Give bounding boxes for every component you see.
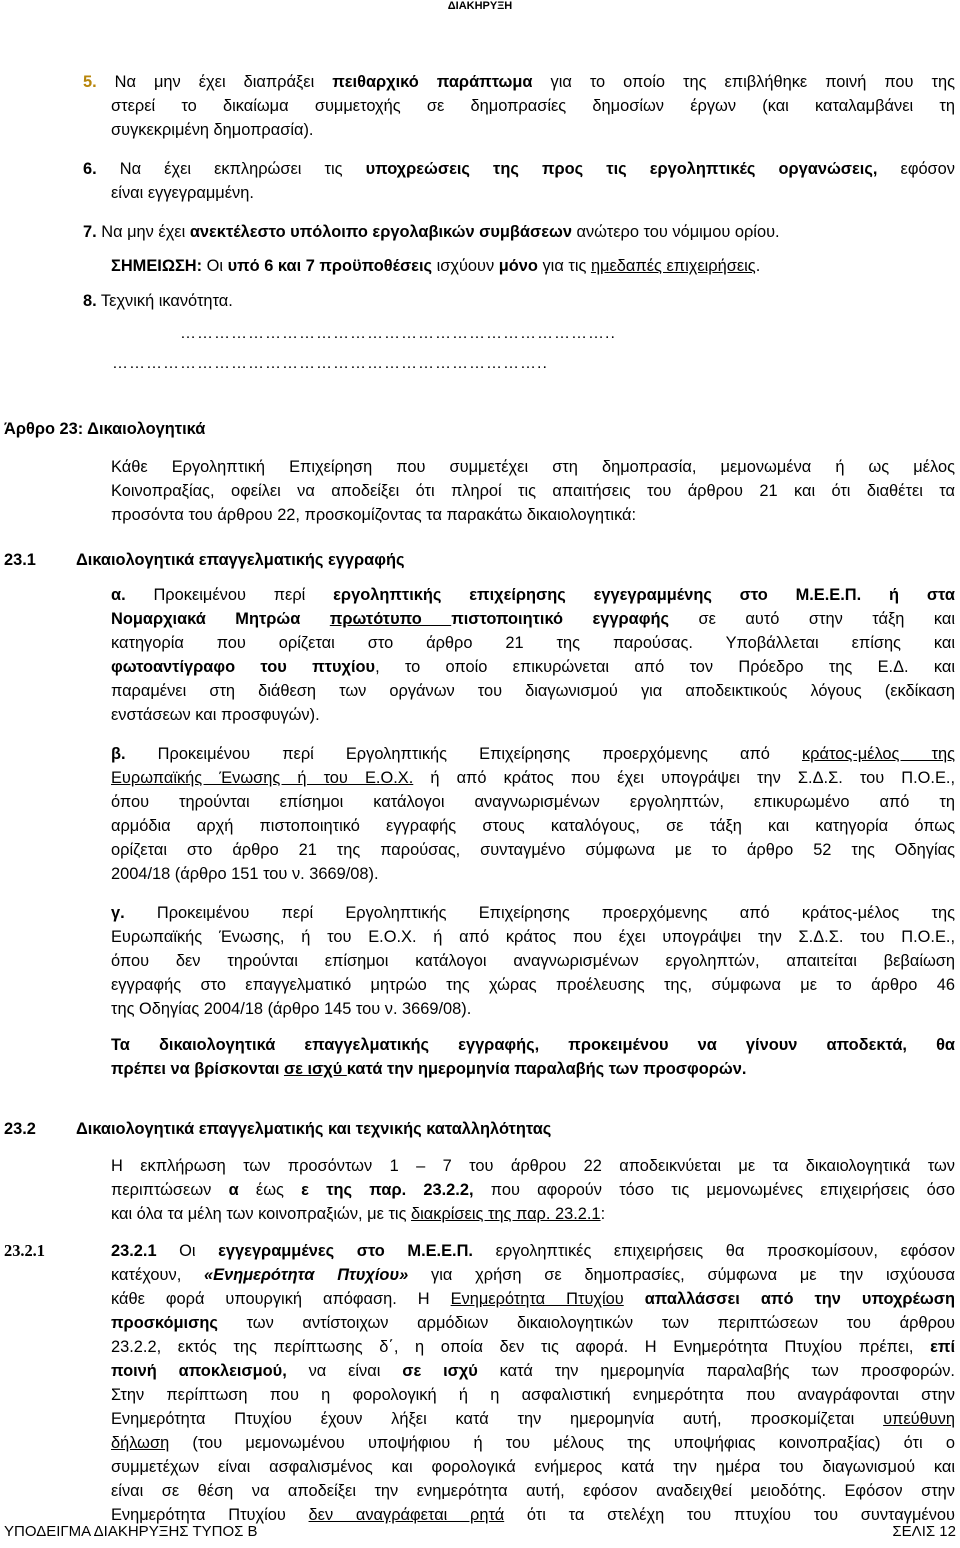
article-intro-3: προσόντα του άρθρου 22, προσκομίζοντας τα παρακάτω δικαιολογητικά:: [111, 506, 637, 524]
case-a-line-5: παραμένει στη διάθεση των οργάνων του διαγωνισμού για αποδεικτικούς λόγους (εκδίκαση: [111, 682, 955, 700]
item-6-line-1: 6. Να έχει εκπληρώσει τις υποχρεώσεις της προς τις εργοληπτικές οργανώσεις, εφόσον: [83, 160, 955, 178]
article-intro-1: Κάθε Εργοληπτική Επιχείρηση που συμμετέχει στη δημοπρασία, μεμονωμένα ή ως μέλος: [111, 458, 955, 476]
note: ΣΗΜΕΙΩΣΗ: Οι υπό 6 και 7 προϋποθέσεις ισχύουν μόνο για τις ημεδαπές επιχειρήσεις.: [111, 257, 761, 275]
s2321-line-12: Ενημερότητα Πτυχίου δεν αναγράφεται ρητά ότι τα στελέχη του πτυχίου του συνταγμένου: [111, 1506, 955, 1524]
section-23-1-title: Δικαιολογητικά επαγγελματικής εγγραφής: [76, 551, 405, 569]
item-5-line-2: στερεί το δικαίωμα συμμετοχής σε δημοπρασίες δημοσίων έργων (και καταλαμβάνει τη: [111, 97, 955, 115]
page-header: ΔΙΑΚΗΡΥΞΗ: [447, 0, 513, 12]
item-6-line-2: είναι εγγεγραμμένη.: [111, 184, 254, 202]
section-23-2-line-3: και όλα τα μέλη των κοινοπραξιών, με τις διακρίσεις της παρ. 23.2.1:: [111, 1205, 606, 1223]
case-a-line-3: κατηγορία που ορίζεται στο άρθρο 21 της παρούσας. Υποβάλλεται επίσης και: [111, 634, 955, 652]
s2321-line-9: δήλωση (του μεμονωμένου υποψήφιου ή του μέλους της υποψήφιας κοινοπραξίας) ότι ο: [111, 1434, 955, 1452]
case-c-line-1: γ. Προκειμένου περί Εργοληπτικής Επιχείρησης προερχόμενης από κράτος-μέλος της: [111, 904, 955, 922]
section-23-2-title: Δικαιολογητικά επαγγελματικής και τεχνικής καταλληλότητας: [76, 1120, 552, 1138]
s2321-line-2: κατέχουν, «Ενημερότητα Πτυχίου» για χρήση σε δημοπρασίες, σύμφωνα με την ισχύουσα: [111, 1266, 955, 1284]
case-b-line-3: όπου τηρούνται επίσημοι κατάλογοι αναγνωρισμένων εργοληπτών, επικυρωμένο από τη: [111, 793, 955, 811]
case-b-line-6: 2004/18 (άρθρο 151 του ν. 3669/08).: [111, 865, 379, 883]
section-23-2-1-margin-number: 23.2.1: [4, 1241, 45, 1260]
s2321-line-4: προσκόμισης των αντίστοιχων αρμόδιων δικαιολογητικών των περιπτώσεων του άρθρου: [111, 1314, 955, 1332]
section-23-2-line-1: Η εκπλήρωση των προσόντων 1 – 7 του άρθρου 22 αποδεικνύεται με τα δικαιολογητικά των: [111, 1157, 955, 1175]
s2321-line-6: ποινή αποκλεισμού, να είναι σε ισχύ κατά την ημερομηνία παραλαβής των προσφορών.: [111, 1362, 955, 1380]
section-23-1-number: 23.1: [4, 551, 36, 569]
case-b-line-2: Ευρωπαϊκής Ένωσης ή του Ε.Ο.Χ. ή από κράτος που έχει υπογράψει την Σ.Δ.Σ. του Π.Ο.Ε.,: [111, 769, 955, 787]
s2321-line-8: Ενημερότητα Πτυχίου έχουν λήξει κατά την ημερομηνία αυτή, προσκομίζεται υπεύθυνη: [111, 1410, 955, 1428]
item-8: 8. Τεχνική ικανότητα.: [83, 292, 233, 310]
footer-left: ΥΠΟΔΕΙΓΜΑ ΔΙΑΚΗΡΥΞΗΣ ΤΥΠΟΣ Β: [4, 1523, 258, 1540]
case-a-line-6: ενστάσεων και προσφυγών).: [111, 706, 320, 724]
validity-line-1: Τα δικαιολογητικά επαγγελματικής εγγραφής, προκειμένου να γίνουν αποδεκτά, θα: [111, 1036, 955, 1054]
s2321-line-11: είναι σε θέση να αποδείξει την ενημερότητα αυτή, εφόσον αναδειχθεί μειοδότης. Εφόσον στην: [111, 1482, 955, 1500]
case-a-line-1: α. Προκειμένου περί εργοληπτικής επιχείρησης εγγεγραμμένης στο Μ.Ε.Ε.Π. ή στα: [111, 586, 955, 604]
article-intro-2: Κοινοπραξίας, οφείλει να αποδείξει ότι πληροί τις απαιτήσεις του άρθρου 21 και ότι διαθέτει τα: [111, 482, 955, 500]
section-23-2-number: 23.2: [4, 1120, 36, 1138]
s2321-line-10: συμμετέχων είναι ασφαλισμένος και φορολογικά ενήμερος κατά την ημέρα του διαγωνισμού και: [111, 1458, 955, 1476]
case-c-line-2: Ευρωπαϊκής Ένωσης, ή του Ε.Ο.Χ. ή από κράτος που έχει υπογράψει την Σ.Δ.Σ. του Π.Ο.Ε.,: [111, 928, 955, 946]
s2321-line-5: 23.2.2, εκτός της περίπτωσης δ΄, η οποία δεν τις αφορά. Η Ενημερότητα Πτυχίου πρέπει, επί: [111, 1338, 955, 1356]
item-5-line-3: συγκεκριμένη δημοπρασία).: [111, 121, 314, 139]
case-c-line-4: εγγραφής στο επαγγελματικό μητρώο της χώρας προέλευσης της, σύμφωνα με το άρθρο 46: [111, 976, 955, 994]
item-5-line-1: 5. Να μην έχει διαπράξει πειθαρχικό παράπτωμα για το οποίο της επιβλήθηκε ποινή που της: [83, 73, 955, 91]
case-b-line-1: β. Προκειμένου περί Εργοληπτικής Επιχείρησης προερχόμενης από κράτος-μέλος της: [111, 745, 955, 763]
case-c-line-3: όπου δεν τηρούνται επίσημοι κατάλογοι αναγνωρισμένων εργοληπτών, απαιτείται βεβαίωση: [111, 952, 955, 970]
article-title: Άρθρο 23: Δικαιολογητικά: [4, 420, 206, 438]
dots-line-1: …………………………………………………………………..: [180, 325, 616, 342]
s2321-line-3: κάθε φορά υπουργική απόφαση. Η Ενημερότητα Πτυχίου απαλλάσσει από την υποχρέωση: [111, 1290, 955, 1308]
dots-line-2: …………………………………………………………………..: [112, 355, 548, 372]
s2321-line-1: 23.2.1 Οι εγγεγραμμένες στο Μ.Ε.Ε.Π. εργοληπτικές επιχειρήσεις θα προσκομίσουν, εφόσον: [111, 1242, 955, 1260]
case-b-line-5: ορίζεται στο άρθρο 21 της παρούσας, συνταγμένο σύμφωνα με το άρθρο 52 της Οδηγίας: [111, 841, 955, 859]
case-c-line-5: της Οδηγίας 2004/18 (άρθρο 145 του ν. 3669/08).: [111, 1000, 472, 1018]
case-a-line-4: φωτοαντίγραφο του πτυχίου, το οποίο επικυρώνεται από τον Πρόεδρο της Ε.Δ. και: [111, 658, 956, 676]
section-23-2-line-2: περιπτώσεων α έως ε της παρ. 23.2.2, που αφορούν τόσο τις μεμονωμένες επιχειρήσεις όσο: [111, 1181, 956, 1199]
item-7: 7. Να μην έχει ανεκτέλεστο υπόλοιπο εργολαβικών συμβάσεων ανώτερο του νόμιμου ορίου.: [83, 223, 780, 241]
validity-line-2: πρέπει να βρίσκονται σε ισχύ κατά την ημερομηνία παραλαβής των προσφορών.: [111, 1060, 747, 1078]
case-b-line-4: αρμόδια αρχή πιστοποιητικό εγγραφής στους καταλόγους, σε τάξη και κατηγορία όπως: [111, 817, 955, 835]
case-a-line-2: Νομαρχιακά Μητρώα πρωτότυπο πιστοποιητικό εγγραφής σε αυτό στην τάξη και: [111, 610, 955, 628]
s2321-line-7: Στην περίπτωση που η φορολογική ή η ασφαλιστική ενημερότητα που αναγράφονται στην: [111, 1386, 955, 1404]
footer-page-number: ΣΕΛΙΣ 12: [892, 1523, 956, 1540]
